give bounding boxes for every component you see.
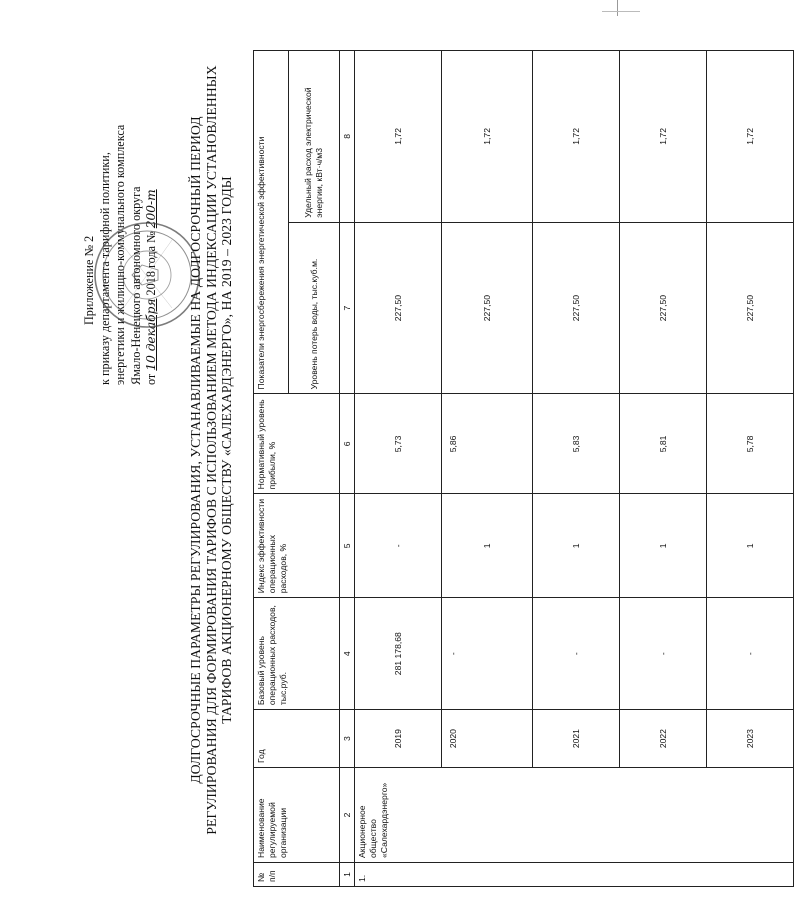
cell-year: 2019 [355,710,442,768]
parameters-table [253,50,794,887]
cell-water-loss: 227,50 [533,222,620,394]
table-row [620,51,707,887]
cell-year: 2023 [707,710,794,768]
appendix-date-mid: 2018 года № [144,231,158,296]
cell-energy-consumption: 1,72 [707,51,794,223]
column-number: 5 [340,494,355,598]
cell-year: 2020 [442,710,533,768]
column-number: 3 [340,710,355,768]
appendix-line-1: Приложение № 2 [82,235,96,325]
cell-profit-level: 5,78 [707,394,794,494]
cell-efficiency-index: 1 [707,494,794,598]
column-number: 1 [340,863,355,887]
header-efficiency-index: Индекс эффективности операционных расходов, % [254,494,340,598]
cell-water-loss: 227,50 [442,222,533,394]
column-number: 4 [340,598,355,710]
cell-energy-consumption: 1,72 [533,51,620,223]
column-number: 8 [340,51,355,223]
cell-energy-consumption: 1,72 [355,51,442,223]
column-number: 6 [340,394,355,494]
cell-base-level: - [442,598,533,710]
cell-efficiency-index: - [355,494,442,598]
header-profit-level: Нормативный уровень прибыли, % [254,394,340,494]
cell-profit-level: 5,86 [442,394,533,494]
cell-year: 2021 [533,710,620,768]
appendix-line-4: Ямало-Ненецкого автономного округа [128,186,143,385]
cell-efficiency-index: 1 [533,494,620,598]
appendix-line-2: к приказу департамента тарифной политики, [97,152,112,385]
title-line-1: ДОЛГОСРОЧНЫЕ ПАРАМЕТРЫ РЕГУЛИРОВАНИЯ, УСТАНАВЛИВАЕМЫЕ НА ДОЛГОСРОЧНЫЙ ПЕРИОД [188,116,203,784]
cell-profit-level: 5,83 [533,394,620,494]
cell-energy-consumption: 1,72 [442,51,533,223]
cell-efficiency-index: 1 [442,494,533,598]
table-row [355,51,442,887]
cell-water-loss: 227,50 [707,222,794,394]
title-line-3: ТАРИФОВ АКЦИОНЕРНОМУ ОБЩЕСТВУ «САЛЕХАРДЭНЕРГО», НА 2019 – 2023 ГОДЫ [219,176,234,724]
table-row [707,51,794,887]
row-number: 1. [355,863,794,887]
table-row [442,51,533,887]
cell-efficiency-index: 1 [620,494,707,598]
cell-base-level: - [707,598,794,710]
title-line-2: РЕГУЛИРОВАНИЯ ДЛЯ ФОРМИРОВАНИЯ ТАРИФОВ С ИСПОЛЬЗОВАНИЕМ МЕТОДА ИНДЕКСАЦИИ УСТАНОВЛЕННЫХ [203,65,219,835]
cell-year: 2022 [620,710,707,768]
column-number: 2 [340,768,355,863]
cell-energy-consumption: 1,72 [620,51,707,223]
header-base-level: Базовый уровень операционных расходов, тыс.руб. [254,598,340,710]
header-org: Наименование регулируемой организации [254,768,340,863]
appendix-line-3: энергетики и жилищно-коммунального комплекса [113,124,127,385]
header-water-loss: Уровень потерь воды, тыс.куб.м. [289,222,340,394]
appendix-date-prefix: от [144,373,158,385]
column-number: 7 [340,222,355,394]
cell-water-loss: 227,50 [355,222,442,394]
header-energy-consumption: Удельный расход электрической энергии, кВт·ч/м3 [289,51,340,223]
column-numbers-row [340,51,355,887]
cell-base-level: - [620,598,707,710]
organization-name: Акционерное общество «Салехардэнерго» [355,768,794,863]
appendix-number-handwritten: 200-т [144,189,158,229]
cell-base-level: 281 178,68 [355,598,442,710]
cell-water-loss: 227,50 [620,222,707,394]
appendix-block [82,0,160,385]
appendix-line-5 [144,0,160,385]
cell-profit-level: 5,81 [620,394,707,494]
cell-profit-level: 5,73 [355,394,442,494]
header-no: № п/п [254,863,340,887]
header-year: Год [254,710,340,768]
header-energy-group: Показатели энергосбережения энергетической эффективности [254,51,289,394]
appendix-date-handwritten: 10 декабря [144,298,158,371]
cell-base-level: - [533,598,620,710]
document-title [188,30,235,870]
table-row [533,51,620,887]
